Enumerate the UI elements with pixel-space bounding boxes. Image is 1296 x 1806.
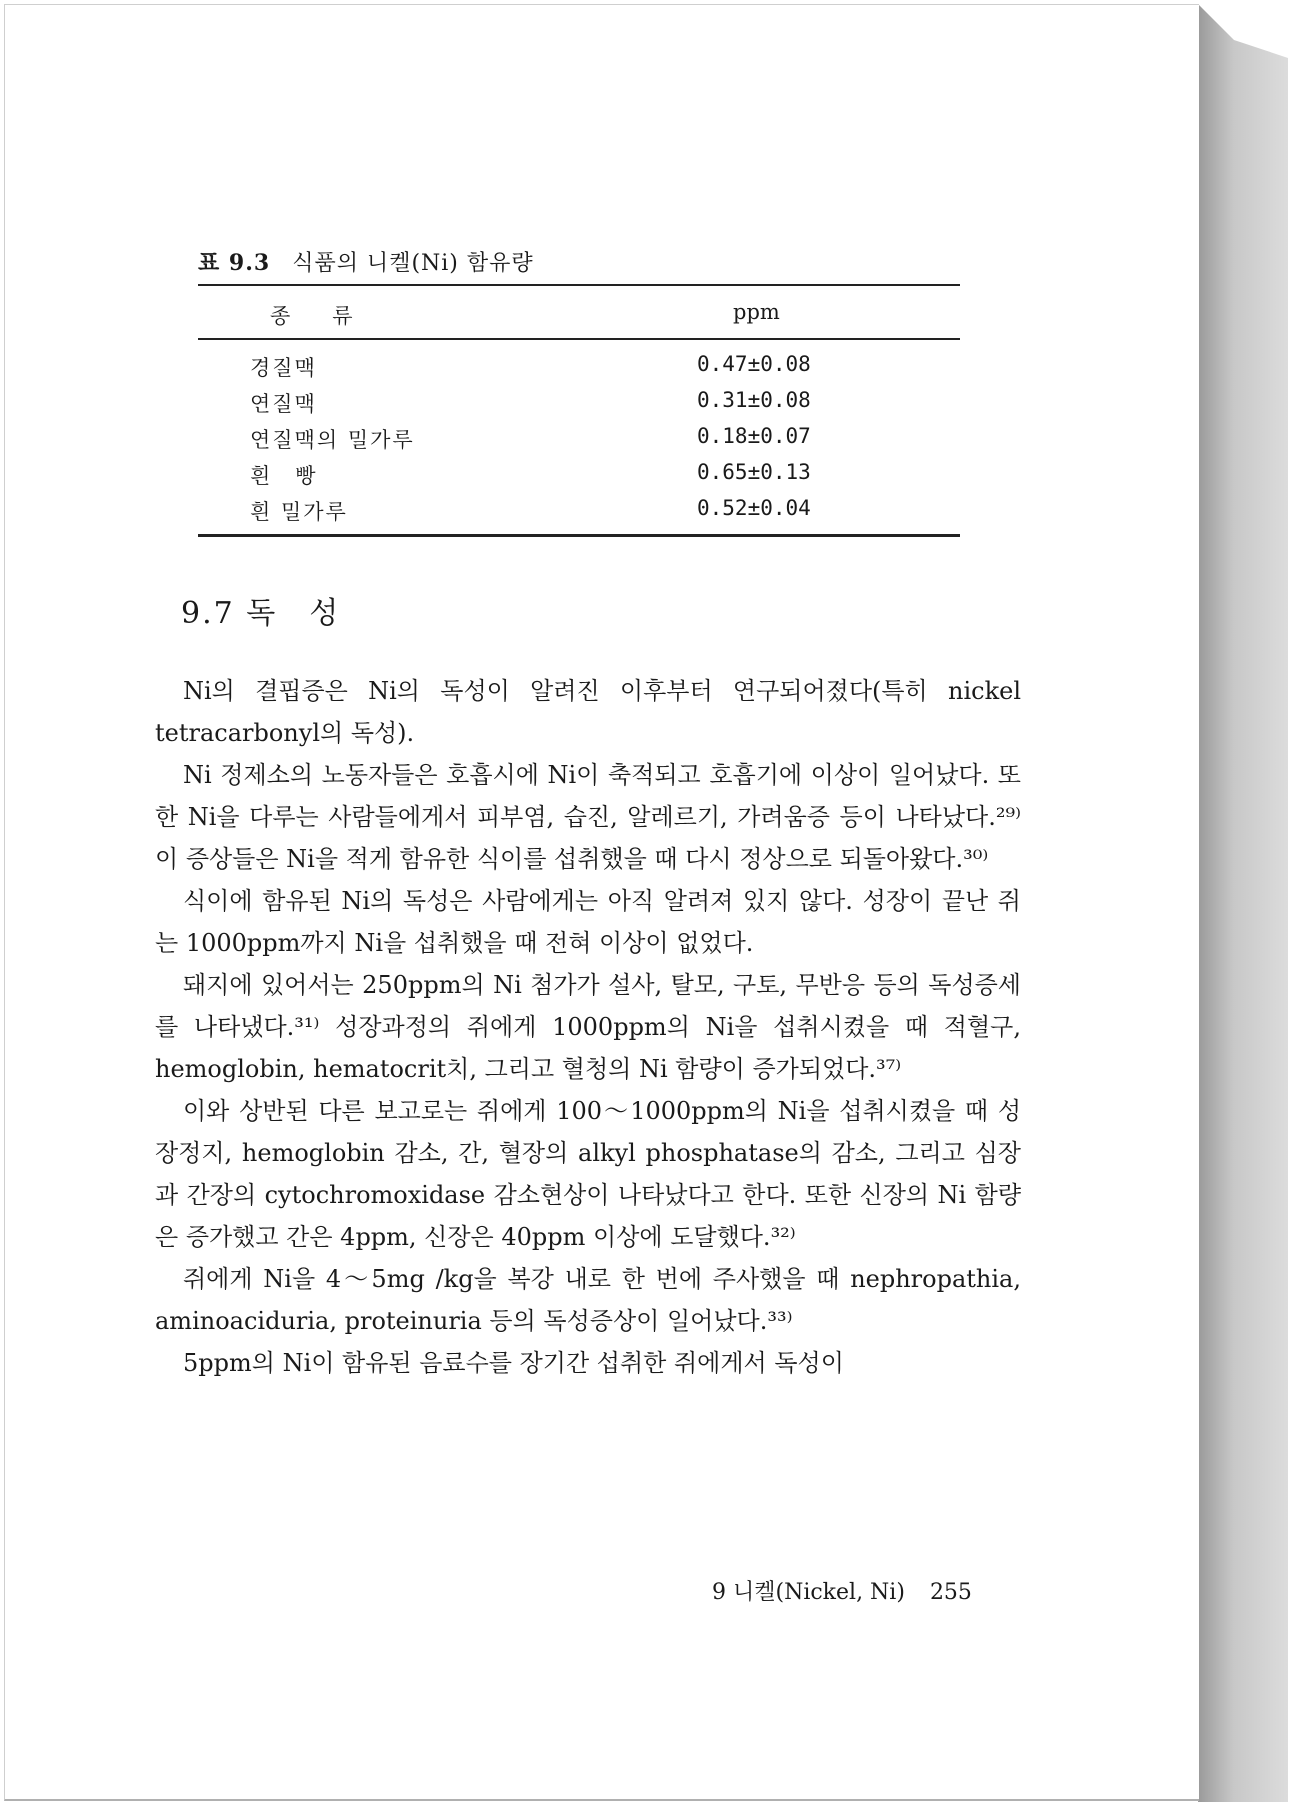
paragraph: Ni의 결핍증은 Ni의 독성이 알려진 이후부터 연구되어졌다(특히 nickel tetracarbonyl의 독성). [155, 677, 1021, 747]
table-row-value: 0.52±0.04 [697, 496, 811, 520]
table-row-value: 0.65±0.13 [697, 460, 811, 484]
table-row-label: 경질맥 [250, 356, 317, 380]
table-row-label: 흰 밀가루 [250, 500, 348, 524]
table-header-rule [198, 338, 960, 340]
paragraph: Ni 정제소의 노동자들은 호흡시에 Ni이 축적되고 호흡기에 이상이 일어났다. 또한 Ni을 다루는 사람들에게서 피부염, 습진, 알레르기, 가려움증 등이 나타났다.²⁹⁾ 이 증상들은 Ni을 적게 함유한 식이를 섭취했을 때 다시 정상으로 되돌아왔다.³⁰⁾ [155, 761, 1021, 873]
running-footer [712, 1575, 972, 1606]
table-row-value: 0.31±0.08 [697, 388, 811, 412]
table-caption [198, 246, 534, 277]
table-row-label: 연질맥의 밀가루 [250, 428, 415, 452]
table-row-label: 흰 빵 [250, 464, 318, 488]
section-heading: 9.7 독 성 [181, 596, 341, 631]
table-bottom-rule [198, 534, 960, 537]
book-edge [1198, 4, 1288, 1802]
paragraph: 쥐에게 Ni을 4～5mg /kg을 복강 내로 한 번에 주사했을 때 nephropathia, aminoaciduria, proteinuria 등의 독성증상이 일어났다.³³⁾ [155, 1265, 1021, 1335]
table-header-type: 종 류 [270, 304, 353, 328]
table-caption-title: 식품의 니켈(Ni) 함유량 [292, 251, 534, 276]
table-caption-label: 표 9.3 [198, 250, 271, 276]
table-row-value: 0.47±0.08 [697, 352, 811, 376]
page-number: 255 [929, 1580, 972, 1605]
table-row-label: 연질맥 [250, 392, 317, 416]
table-header-ppm: ppm [733, 300, 780, 324]
body-text [155, 670, 1021, 1384]
table-top-rule [198, 284, 960, 286]
paragraph: 이와 상반된 다른 보고로는 쥐에게 100～1000ppm의 Ni을 섭취시켰을 때 성장정지, hemoglobin 감소, 간, 혈장의 alkyl phosphatase의 감소, 그리고 심장과 간장의 cytochromoxidase 감소현상이 나타났다고 한다. 또한 신장의 Ni 함량은 증가했고 간은 4ppm, 신장은 40ppm 이상에 도달했다.³²⁾ [155, 1097, 1021, 1251]
table-row-value: 0.18±0.07 [697, 424, 811, 448]
paragraph: 5ppm의 Ni이 함유된 음료수를 장기간 섭취한 쥐에게서 독성이 [183, 1349, 844, 1377]
footer-chapter: 9 니켈(Nickel, Ni) [712, 1580, 905, 1605]
paragraph: 돼지에 있어서는 250ppm의 Ni 첨가가 설사, 탈모, 구토, 무반응 등의 독성증세를 나타냈다.³¹⁾ 성장과정의 쥐에게 1000ppm의 Ni을 섭취시켰을 때 적혈구, hemoglobin, hematocrit치, 그리고 혈청의 Ni 함량이 증가되었다.³⁷⁾ [155, 971, 1021, 1083]
paragraph: 식이에 함유된 Ni의 독성은 사람에게는 아직 알려져 있지 않다. 성장이 끝난 쥐는 1000ppm까지 Ni을 섭취했을 때 전혀 이상이 없었다. [155, 887, 1021, 957]
